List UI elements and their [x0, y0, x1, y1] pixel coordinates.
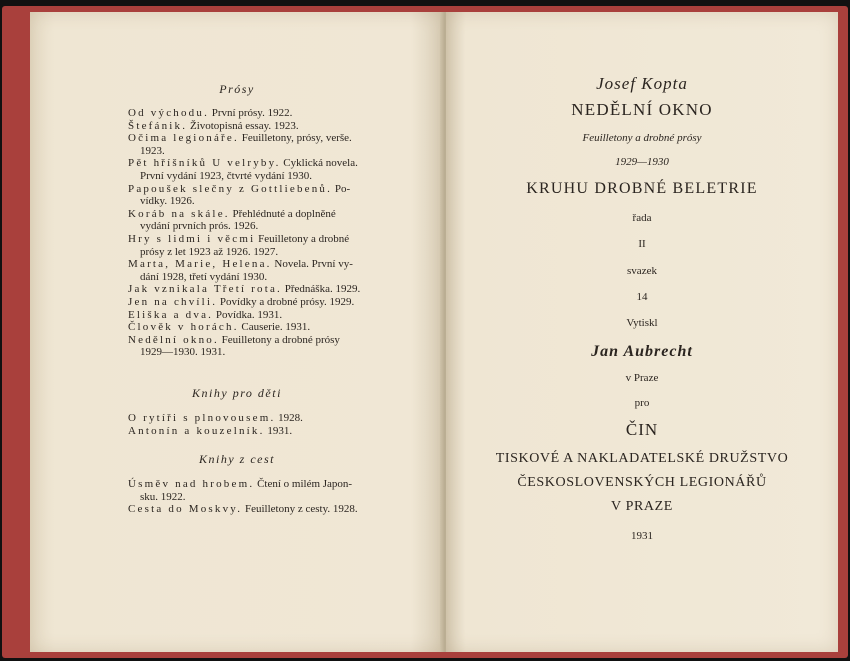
bibliography-entry	[128, 425, 428, 438]
entry-title: Marta, Marie, Helena.	[128, 258, 272, 271]
entry-continuation: 1929—1930. 1931.	[140, 346, 226, 359]
rada-value: II	[638, 238, 646, 250]
pro-label: pro	[634, 397, 650, 409]
svazek-value: 14	[636, 291, 648, 303]
entry-title: Koráb na skále.	[128, 207, 230, 220]
entry-title: Papoušek slečny z Gottliebenů.	[128, 182, 333, 195]
book-title: NEDĚLNÍ OKNO	[571, 100, 713, 119]
entry-description: Povídka. 1931.	[215, 308, 283, 321]
entry-title: Úsměv nad hrobem.	[128, 478, 255, 490]
prosy-list	[128, 107, 428, 359]
entry-title: Antonín a kouzelník.	[128, 424, 265, 437]
publication-year: 1931	[631, 530, 653, 542]
bibliography-entry	[128, 334, 428, 359]
entry-title: Člověk v horách.	[128, 321, 239, 334]
printer-name: Jan Aubrecht	[591, 343, 693, 360]
entry-continuation: sku. 1922.	[140, 490, 186, 503]
entry-description: 1928.	[278, 412, 303, 424]
entry-description: Feuilletony a drobné	[258, 232, 350, 245]
entry-continuation: dání 1928, třetí vydání 1930.	[140, 270, 268, 283]
entry-description: První prósy. 1922.	[211, 107, 293, 119]
entry-description: Feuilletony, prósy, verše.	[241, 132, 352, 145]
publisher-cin: ČIN	[625, 420, 659, 439]
entry-title: Štefánik.	[128, 119, 188, 132]
bibliography-entry	[128, 107, 428, 120]
entry-title: Pět hříšníků U velryby.	[128, 157, 281, 170]
bibliography-entry	[128, 309, 428, 322]
entry-title: Jak vznikala Třetí rota.	[128, 283, 283, 296]
bibliography-entry	[128, 183, 428, 208]
entry-title: Eliška a dva.	[128, 308, 214, 321]
rada-label: řada	[632, 212, 652, 224]
printer-place: v Praze	[625, 372, 659, 384]
entry-continuation: První vydání 1923, čtvrté vydání 1930.	[140, 169, 313, 182]
cest-list	[128, 478, 428, 516]
publisher-line-2: ČESKOSLOVENSKÝCH LEGIONÁŘŮ	[517, 475, 767, 490]
bibliography-entry	[128, 478, 428, 503]
cest-heading: Knihy z cest	[199, 452, 275, 466]
bibliography-entry	[128, 258, 428, 283]
bibliography-entry	[128, 503, 428, 516]
entry-description: Causerie. 1931.	[241, 321, 311, 334]
entry-title: O rytíři s plnovousem.	[128, 412, 276, 424]
entry-title: Hry s lidmi i věcmi	[128, 232, 256, 245]
entry-description: Čtení o milém Japon-	[257, 478, 353, 490]
publisher-city: V PRAZE	[611, 499, 673, 514]
svazek-label: svazek	[627, 265, 657, 277]
bibliography-entry	[128, 296, 428, 309]
prosy-heading: Prósy	[219, 82, 255, 96]
bibliography-entry	[128, 208, 428, 233]
entry-description: Po-	[334, 182, 351, 195]
bibliography-entry	[128, 120, 428, 133]
series-name: KRUHU DROBNÉ BELETRIE	[526, 180, 758, 197]
printed-label: Vytiskl	[626, 317, 658, 329]
entry-continuation: vydání prvních prós. 1926.	[140, 220, 259, 233]
bibliography-entry	[128, 233, 428, 258]
entry-title: Cesta do Moskvy.	[128, 503, 243, 516]
right-page	[446, 12, 838, 652]
entry-description: Cyklická novela.	[283, 157, 358, 170]
entry-title: Očima legionáře.	[128, 132, 239, 145]
entry-description: 1931.	[267, 424, 293, 437]
entry-title: Nedělní okno.	[128, 333, 219, 346]
bibliography-entry	[128, 157, 428, 182]
bibliography-entry	[128, 321, 428, 334]
entry-description: Životopisná essay. 1923.	[189, 119, 299, 132]
entry-description: Feuilletony a drobné prósy	[221, 333, 340, 346]
author: Josef Kopta	[596, 74, 688, 93]
deti-list	[128, 412, 428, 437]
deti-heading: Knihy pro děti	[192, 386, 282, 400]
entry-title: Od východu.	[128, 107, 210, 119]
left-page	[30, 12, 444, 652]
book-spread	[2, 6, 848, 658]
book-subtitle: Feuilletony a drobné prósy	[582, 132, 702, 144]
entry-description: Povídky a drobné prósy. 1929.	[219, 295, 355, 308]
entry-continuation: vídky. 1926.	[140, 195, 195, 208]
book-years: 1929—1930	[615, 156, 669, 168]
entry-description: Feuilletony z cesty. 1928.	[245, 503, 358, 516]
entry-title: Jen na chvíli.	[128, 295, 218, 308]
bibliography-entry	[128, 412, 428, 425]
bibliography-entry	[128, 283, 428, 296]
publisher-line-1: TISKOVÉ A NAKLADATELSKÉ DRUŽSTVO	[495, 451, 789, 466]
entry-continuation: prósy z let 1923 až 1926. 1927.	[140, 245, 279, 258]
entry-continuation: 1923.	[140, 144, 165, 157]
entry-description: Přehlédnuté a doplněné	[232, 207, 336, 220]
entry-description: Novela. První vy-	[274, 258, 353, 271]
bibliography-entry	[128, 132, 428, 157]
entry-description: Přednáška. 1929.	[284, 283, 361, 296]
